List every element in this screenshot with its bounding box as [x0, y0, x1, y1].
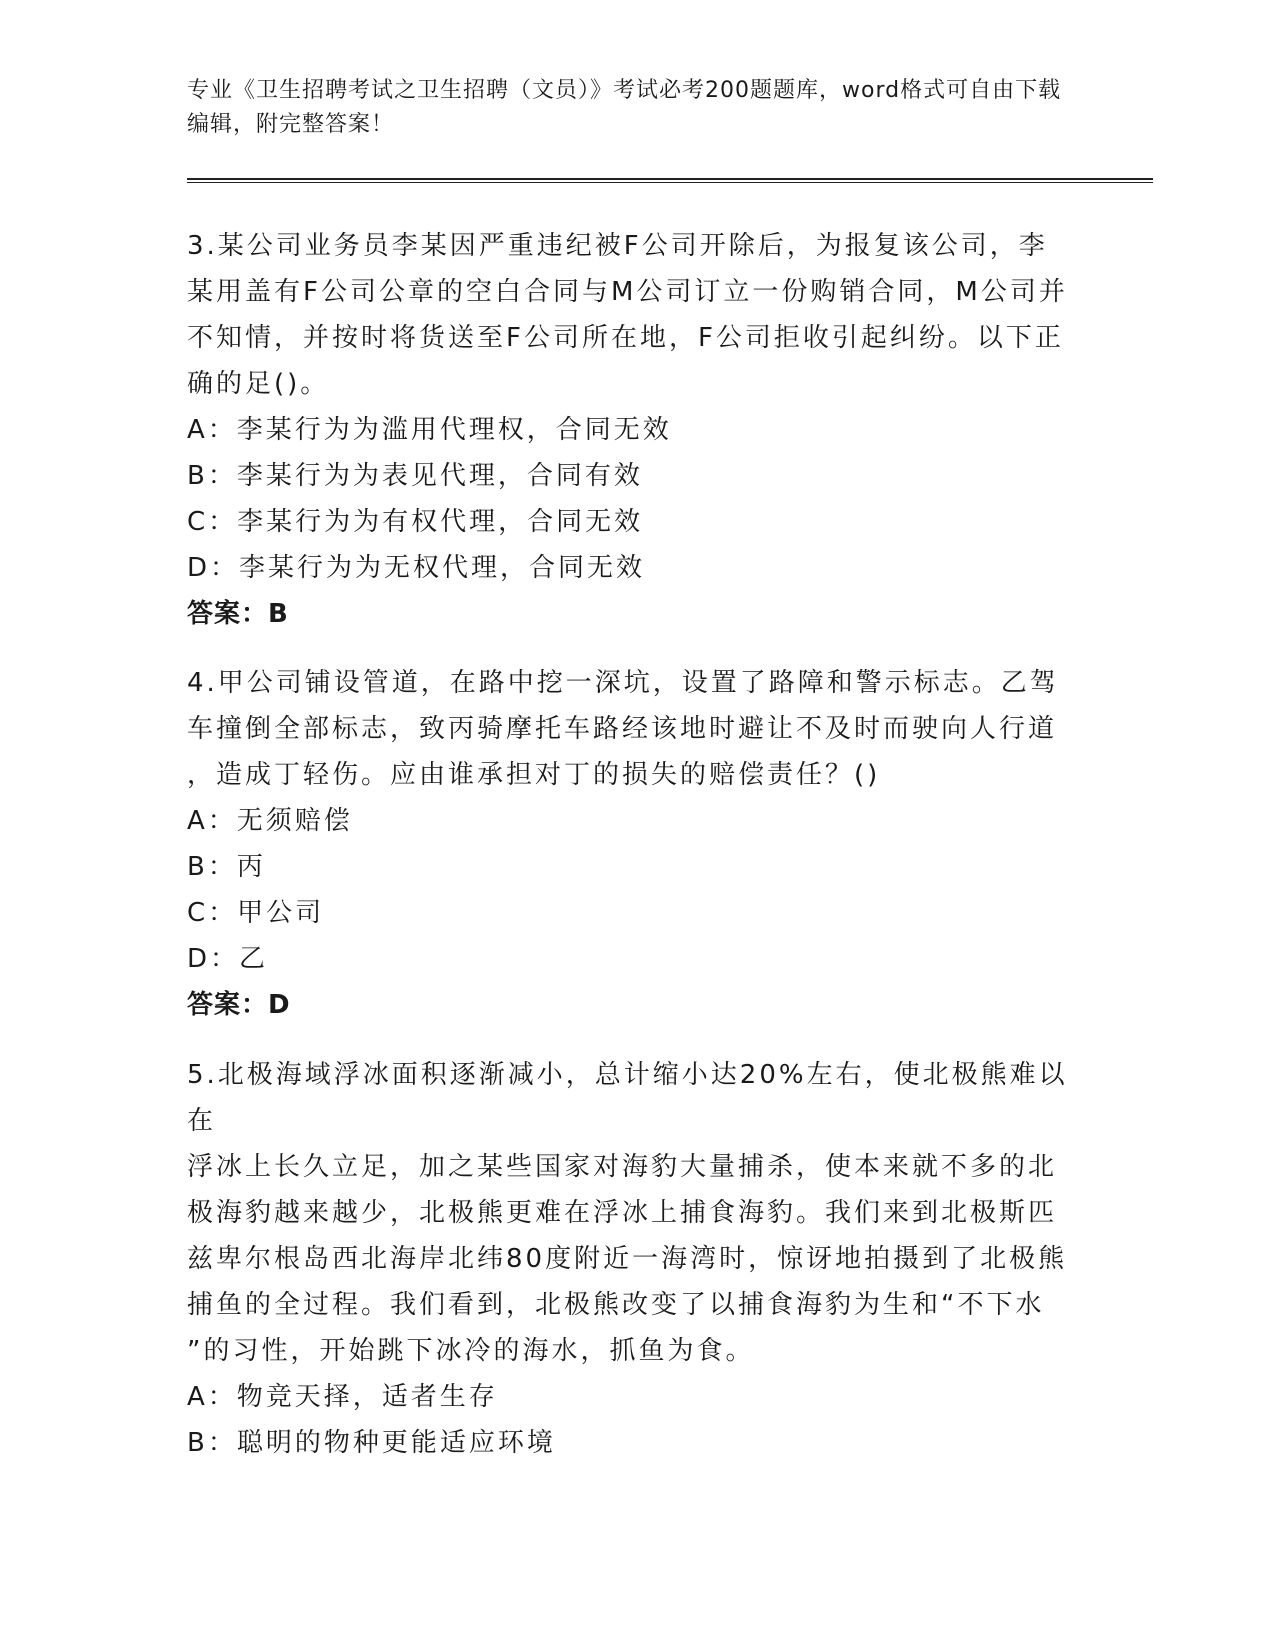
question-stem-line: 确的足()。 — [187, 369, 330, 399]
question-5 — [187, 1052, 1087, 1466]
question-stem-line: 5.北极海域浮冰面积逐渐减小，总计缩小达20%左右，使北极熊难以在 — [187, 1060, 1068, 1136]
question-stem-line: 3.某公司业务员李某因严重违纪被F公司开除后，为报复该公司，李 — [187, 231, 1048, 261]
option-a: A：无须赔偿 — [187, 806, 353, 836]
question-stem-line: 极海豹越来越少，北极熊更难在浮冰上捕食海豹。我们来到北极斯匹 — [187, 1198, 1058, 1228]
question-stem-line: 兹卑尔根岛西北海岸北纬80度附近一海湾时，惊讶地拍摄到了北极熊 — [187, 1244, 1068, 1274]
answer-label: 答案：D — [187, 990, 291, 1020]
option-d: D：乙 — [187, 944, 269, 974]
question-stem-line: ”的习性，开始跳下冰冷的海水，抓鱼为食。 — [187, 1336, 755, 1366]
option-b: B：聪明的物种更能适应环境 — [187, 1428, 556, 1458]
header-divider — [187, 178, 1153, 183]
document-header-intro: 专业《卫生招聘考试之卫生招聘（文员）》考试必考200题题库，word格式可自由下载编辑，附完整答案！ — [187, 78, 1062, 137]
option-d: D：李某行为为无权代理，合同无效 — [187, 553, 646, 583]
question-stem-line: 捕鱼的全过程。我们看到，北极熊改变了以捕食海豹为生和“不下水 — [187, 1290, 1045, 1320]
option-c: C：李某行为为有权代理，合同无效 — [187, 507, 644, 537]
option-a: A：李某行为为滥用代理权，合同无效 — [187, 415, 672, 445]
answer-label: 答案：B — [187, 599, 289, 629]
option-b: B：丙 — [187, 852, 266, 882]
option-b: B：李某行为为表见代理，合同有效 — [187, 461, 643, 491]
option-c: C：甲公司 — [187, 898, 325, 928]
question-stem-line: 浮冰上长久立足，加之某些国家对海豹大量捕杀，使本来就不多的北 — [187, 1152, 1058, 1182]
question-stem-line: 4.甲公司铺设管道，在路中挖一深坑，设置了路障和警示标志。乙驾 — [187, 668, 1059, 698]
question-stem-line: ，造成丁轻伤。应由谁承担对丁的损失的赔偿责任？() — [187, 760, 881, 790]
question-stem-line: 车撞倒全部标志，致丙骑摩托车路经该地时避让不及时而驶向人行道 — [187, 714, 1058, 744]
question-stem-line: 不知情，并按时将货送至F公司所在地，F公司拒收引起纠纷。以下正 — [187, 323, 1064, 353]
question-4 — [187, 660, 1087, 1028]
question-3 — [187, 223, 1087, 637]
option-a: A：物竞天择，适者生存 — [187, 1382, 498, 1412]
question-stem-line: 某用盖有F公司公章的空白合同与M公司订立一份购销合同，M公司并 — [187, 277, 1068, 307]
